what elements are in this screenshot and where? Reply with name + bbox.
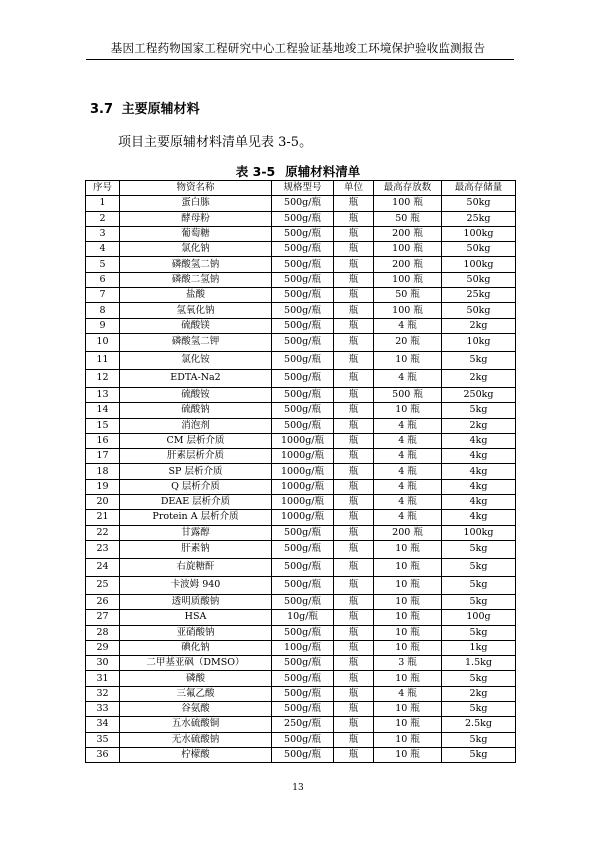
max-storage-cell: 2kg: [442, 418, 516, 433]
material-name-cell: 磷酸二氢钠: [120, 272, 272, 287]
table-row: [86, 196, 516, 211]
table-row: [86, 495, 516, 510]
row-index-cell: 12: [86, 369, 120, 387]
material-name-cell: Protein A 层析介质: [120, 510, 272, 525]
row-index-cell: 20: [86, 495, 120, 510]
row-index-cell: 36: [86, 747, 120, 762]
table-row: [86, 387, 516, 402]
row-index-cell: 34: [86, 717, 120, 732]
material-name-cell: EDTA-Na2: [120, 369, 272, 387]
section-heading: [90, 98, 200, 117]
column-header: 序号: [86, 181, 120, 196]
material-name-cell: 甘露醇: [120, 525, 272, 540]
max-quantity-cell: 10 瓶: [374, 594, 442, 609]
column-header: 规格型号: [272, 181, 334, 196]
max-quantity-cell: 100 瓶: [374, 196, 442, 211]
max-quantity-cell: 20 瓶: [374, 333, 442, 351]
table-body: [86, 196, 516, 763]
table-row: [86, 464, 516, 479]
row-index-cell: 3: [86, 226, 120, 241]
max-storage-cell: 4kg: [442, 510, 516, 525]
max-storage-cell: 4kg: [442, 433, 516, 448]
row-index-cell: 29: [86, 640, 120, 655]
table-row: [86, 702, 516, 717]
row-index-cell: 17: [86, 449, 120, 464]
material-name-cell: 无水硫酸钠: [120, 732, 272, 747]
table-row: [86, 449, 516, 464]
max-quantity-cell: 4 瓶: [374, 495, 442, 510]
unit-cell: 瓶: [334, 387, 374, 402]
material-name-cell: 硫酸铵: [120, 387, 272, 402]
specification-cell: 500g/瓶: [272, 625, 334, 640]
section-title: 主要原辅材料: [121, 102, 200, 117]
table-caption-title: 原辅材料清单: [285, 164, 361, 179]
table-caption: [0, 162, 596, 180]
material-name-cell: 硫酸钠: [120, 403, 272, 418]
intro-paragraph: 项目主要原辅材料清单见表 3-5。: [118, 135, 313, 150]
specification-cell: 500g/瓶: [272, 403, 334, 418]
max-quantity-cell: 10 瓶: [374, 576, 442, 594]
max-storage-cell: 50kg: [442, 242, 516, 257]
max-storage-cell: 5kg: [442, 403, 516, 418]
max-quantity-cell: 10 瓶: [374, 610, 442, 625]
row-index-cell: 10: [86, 333, 120, 351]
max-quantity-cell: 100 瓶: [374, 242, 442, 257]
unit-cell: 瓶: [334, 226, 374, 241]
max-quantity-cell: 10 瓶: [374, 717, 442, 732]
row-index-cell: 27: [86, 610, 120, 625]
max-storage-cell: 100kg: [442, 525, 516, 540]
row-index-cell: 22: [86, 525, 120, 540]
specification-cell: 500g/瓶: [272, 226, 334, 241]
max-storage-cell: 250kg: [442, 387, 516, 402]
max-storage-cell: 2kg: [442, 369, 516, 387]
specification-cell: 500g/瓶: [272, 257, 334, 272]
specification-cell: 500g/瓶: [272, 540, 334, 558]
material-name-cell: 透明质酸钠: [120, 594, 272, 609]
max-quantity-cell: 10 瓶: [374, 702, 442, 717]
max-quantity-cell: 4 瓶: [374, 433, 442, 448]
unit-cell: 瓶: [334, 318, 374, 333]
max-storage-cell: 5kg: [442, 671, 516, 686]
max-storage-cell: 4kg: [442, 464, 516, 479]
table-row: [86, 226, 516, 241]
row-index-cell: 1: [86, 196, 120, 211]
table-row: [86, 610, 516, 625]
max-storage-cell: 2kg: [442, 318, 516, 333]
section-number: 3.7: [90, 102, 114, 117]
row-index-cell: 21: [86, 510, 120, 525]
specification-cell: 500g/瓶: [272, 686, 334, 701]
max-storage-cell: 100kg: [442, 257, 516, 272]
table-row: [86, 418, 516, 433]
row-index-cell: 6: [86, 272, 120, 287]
unit-cell: 瓶: [334, 576, 374, 594]
max-quantity-cell: 100 瓶: [374, 272, 442, 287]
row-index-cell: 5: [86, 257, 120, 272]
max-quantity-cell: 4 瓶: [374, 318, 442, 333]
unit-cell: 瓶: [334, 594, 374, 609]
max-quantity-cell: 200 瓶: [374, 226, 442, 241]
max-storage-cell: 4kg: [442, 479, 516, 494]
material-name-cell: 二甲基亚砜（DMSO）: [120, 656, 272, 671]
materials-table: [85, 180, 516, 763]
material-name-cell: 酵母粉: [120, 211, 272, 226]
material-name-cell: SP 层析介质: [120, 464, 272, 479]
specification-cell: 500g/瓶: [272, 558, 334, 576]
max-storage-cell: 1.5kg: [442, 656, 516, 671]
unit-cell: 瓶: [334, 257, 374, 272]
row-index-cell: 25: [86, 576, 120, 594]
specification-cell: 500g/瓶: [272, 333, 334, 351]
material-name-cell: 柠檬酸: [120, 747, 272, 762]
table-row: [86, 576, 516, 594]
specification-cell: 10g/瓶: [272, 610, 334, 625]
material-name-cell: 三氟乙酸: [120, 686, 272, 701]
specification-cell: 1000g/瓶: [272, 433, 334, 448]
max-storage-cell: 4kg: [442, 449, 516, 464]
max-storage-cell: 100g: [442, 610, 516, 625]
max-quantity-cell: 50 瓶: [374, 288, 442, 303]
unit-cell: 瓶: [334, 656, 374, 671]
table-row: [86, 558, 516, 576]
specification-cell: 500g/瓶: [272, 211, 334, 226]
unit-cell: 瓶: [334, 540, 374, 558]
unit-cell: 瓶: [334, 625, 374, 640]
table-row: [86, 433, 516, 448]
table-row: [86, 747, 516, 762]
row-index-cell: 2: [86, 211, 120, 226]
max-storage-cell: 5kg: [442, 732, 516, 747]
material-name-cell: 磷酸氢二钠: [120, 257, 272, 272]
table-row: [86, 686, 516, 701]
unit-cell: 瓶: [334, 717, 374, 732]
max-quantity-cell: 10 瓶: [374, 732, 442, 747]
unit-cell: 瓶: [334, 686, 374, 701]
specification-cell: 500g/瓶: [272, 702, 334, 717]
table-row: [86, 625, 516, 640]
max-quantity-cell: 4 瓶: [374, 449, 442, 464]
material-name-cell: 氯化钠: [120, 242, 272, 257]
row-index-cell: 35: [86, 732, 120, 747]
max-storage-cell: 100kg: [442, 226, 516, 241]
page-number: 13: [292, 783, 304, 793]
unit-cell: 瓶: [334, 351, 374, 369]
row-index-cell: 11: [86, 351, 120, 369]
specification-cell: 500g/瓶: [272, 387, 334, 402]
table-row: [86, 525, 516, 540]
max-storage-cell: 2.5kg: [442, 717, 516, 732]
max-storage-cell: 5kg: [442, 594, 516, 609]
max-storage-cell: 5kg: [442, 625, 516, 640]
max-quantity-cell: 100 瓶: [374, 303, 442, 318]
table-row: [86, 211, 516, 226]
max-quantity-cell: 3 瓶: [374, 656, 442, 671]
specification-cell: 1000g/瓶: [272, 479, 334, 494]
max-storage-cell: 25kg: [442, 211, 516, 226]
table-row: [86, 540, 516, 558]
max-quantity-cell: 4 瓶: [374, 369, 442, 387]
unit-cell: 瓶: [334, 747, 374, 762]
specification-cell: 500g/瓶: [272, 272, 334, 287]
column-header: 最高存储量: [442, 181, 516, 196]
max-quantity-cell: 200 瓶: [374, 257, 442, 272]
table-row: [86, 272, 516, 287]
max-quantity-cell: 10 瓶: [374, 351, 442, 369]
table-row: [86, 732, 516, 747]
material-name-cell: 五水硫酸铜: [120, 717, 272, 732]
material-name-cell: HSA: [120, 610, 272, 625]
max-storage-cell: 50kg: [442, 196, 516, 211]
specification-cell: 1000g/瓶: [272, 449, 334, 464]
specification-cell: 500g/瓶: [272, 288, 334, 303]
material-name-cell: 磷酸: [120, 671, 272, 686]
table-row: [86, 403, 516, 418]
max-quantity-cell: 10 瓶: [374, 747, 442, 762]
material-name-cell: CM 层析介质: [120, 433, 272, 448]
table-row: [86, 318, 516, 333]
specification-cell: 1000g/瓶: [272, 464, 334, 479]
material-name-cell: 碘化钠: [120, 640, 272, 655]
max-storage-cell: 50kg: [442, 272, 516, 287]
row-index-cell: 13: [86, 387, 120, 402]
row-index-cell: 8: [86, 303, 120, 318]
column-header: 单位: [334, 181, 374, 196]
unit-cell: 瓶: [334, 272, 374, 287]
specification-cell: 250g/瓶: [272, 717, 334, 732]
max-quantity-cell: 10 瓶: [374, 558, 442, 576]
specification-cell: 500g/瓶: [272, 732, 334, 747]
max-quantity-cell: 10 瓶: [374, 625, 442, 640]
table-row: [86, 717, 516, 732]
material-name-cell: 肝素层析介质: [120, 449, 272, 464]
max-storage-cell: 5kg: [442, 540, 516, 558]
max-storage-cell: 50kg: [442, 303, 516, 318]
unit-cell: 瓶: [334, 333, 374, 351]
row-index-cell: 4: [86, 242, 120, 257]
table-row: [86, 369, 516, 387]
material-name-cell: 盐酸: [120, 288, 272, 303]
unit-cell: 瓶: [334, 449, 374, 464]
material-name-cell: 亚硝酸钠: [120, 625, 272, 640]
specification-cell: 500g/瓶: [272, 196, 334, 211]
max-storage-cell: 25kg: [442, 288, 516, 303]
table-row: [86, 510, 516, 525]
row-index-cell: 19: [86, 479, 120, 494]
row-index-cell: 23: [86, 540, 120, 558]
material-name-cell: 肝素钠: [120, 540, 272, 558]
unit-cell: 瓶: [334, 418, 374, 433]
row-index-cell: 26: [86, 594, 120, 609]
material-name-cell: DEAE 层析介质: [120, 495, 272, 510]
specification-cell: 500g/瓶: [272, 576, 334, 594]
unit-cell: 瓶: [334, 671, 374, 686]
row-index-cell: 24: [86, 558, 120, 576]
unit-cell: 瓶: [334, 732, 374, 747]
material-name-cell: 葡萄糖: [120, 226, 272, 241]
table-row: [86, 640, 516, 655]
max-storage-cell: 5kg: [442, 351, 516, 369]
material-name-cell: 氢氧化钠: [120, 303, 272, 318]
specification-cell: 1000g/瓶: [272, 510, 334, 525]
header-rule: [86, 59, 514, 60]
row-index-cell: 7: [86, 288, 120, 303]
row-index-cell: 33: [86, 702, 120, 717]
unit-cell: 瓶: [334, 495, 374, 510]
unit-cell: 瓶: [334, 403, 374, 418]
max-quantity-cell: 4 瓶: [374, 479, 442, 494]
specification-cell: 500g/瓶: [272, 656, 334, 671]
material-name-cell: 氯化铵: [120, 351, 272, 369]
material-name-cell: 卡波姆 940: [120, 576, 272, 594]
max-quantity-cell: 4 瓶: [374, 686, 442, 701]
specification-cell: 500g/瓶: [272, 318, 334, 333]
max-storage-cell: 10kg: [442, 333, 516, 351]
material-name-cell: 右旋糖酐: [120, 558, 272, 576]
unit-cell: 瓶: [334, 479, 374, 494]
row-index-cell: 14: [86, 403, 120, 418]
row-index-cell: 16: [86, 433, 120, 448]
material-name-cell: Q 层析介质: [120, 479, 272, 494]
max-quantity-cell: 200 瓶: [374, 525, 442, 540]
max-storage-cell: 5kg: [442, 576, 516, 594]
specification-cell: 500g/瓶: [272, 303, 334, 318]
row-index-cell: 32: [86, 686, 120, 701]
row-index-cell: 15: [86, 418, 120, 433]
table-row: [86, 288, 516, 303]
table-row: [86, 671, 516, 686]
table-header-row: [86, 181, 516, 196]
max-storage-cell: 5kg: [442, 558, 516, 576]
table-row: [86, 656, 516, 671]
max-quantity-cell: 4 瓶: [374, 464, 442, 479]
unit-cell: 瓶: [334, 303, 374, 318]
unit-cell: 瓶: [334, 242, 374, 257]
max-quantity-cell: 4 瓶: [374, 510, 442, 525]
specification-cell: 500g/瓶: [272, 594, 334, 609]
specification-cell: 500g/瓶: [272, 747, 334, 762]
material-name-cell: 蛋白胨: [120, 196, 272, 211]
unit-cell: 瓶: [334, 558, 374, 576]
unit-cell: 瓶: [334, 288, 374, 303]
table-row: [86, 479, 516, 494]
max-storage-cell: 5kg: [442, 747, 516, 762]
unit-cell: 瓶: [334, 525, 374, 540]
material-name-cell: 磷酸氢二钾: [120, 333, 272, 351]
table-row: [86, 333, 516, 351]
specification-cell: 500g/瓶: [272, 671, 334, 686]
max-storage-cell: 1kg: [442, 640, 516, 655]
specification-cell: 500g/瓶: [272, 351, 334, 369]
row-index-cell: 30: [86, 656, 120, 671]
table-caption-number: 表 3-5: [235, 164, 276, 179]
unit-cell: 瓶: [334, 369, 374, 387]
column-header: 物资名称: [120, 181, 272, 196]
max-storage-cell: 5kg: [442, 702, 516, 717]
specification-cell: 100g/瓶: [272, 640, 334, 655]
specification-cell: 500g/瓶: [272, 369, 334, 387]
unit-cell: 瓶: [334, 464, 374, 479]
row-index-cell: 18: [86, 464, 120, 479]
max-quantity-cell: 4 瓶: [374, 418, 442, 433]
specification-cell: 500g/瓶: [272, 242, 334, 257]
material-name-cell: 谷氨酸: [120, 702, 272, 717]
max-storage-cell: 4kg: [442, 495, 516, 510]
unit-cell: 瓶: [334, 510, 374, 525]
specification-cell: 1000g/瓶: [272, 495, 334, 510]
table-row: [86, 257, 516, 272]
material-name-cell: 消泡剂: [120, 418, 272, 433]
max-quantity-cell: 10 瓶: [374, 671, 442, 686]
report-header: 基因工程药物国家工程研究中心工程验证基地竣工环境保护验收监测报告: [110, 41, 486, 55]
table-row: [86, 594, 516, 609]
max-quantity-cell: 500 瓶: [374, 387, 442, 402]
unit-cell: 瓶: [334, 196, 374, 211]
table-row: [86, 303, 516, 318]
specification-cell: 500g/瓶: [272, 418, 334, 433]
max-quantity-cell: 10 瓶: [374, 640, 442, 655]
max-quantity-cell: 10 瓶: [374, 403, 442, 418]
row-index-cell: 28: [86, 625, 120, 640]
material-name-cell: 硫酸镁: [120, 318, 272, 333]
specification-cell: 500g/瓶: [272, 525, 334, 540]
unit-cell: 瓶: [334, 702, 374, 717]
unit-cell: 瓶: [334, 211, 374, 226]
max-quantity-cell: 50 瓶: [374, 211, 442, 226]
column-header: 最高存放数: [374, 181, 442, 196]
row-index-cell: 31: [86, 671, 120, 686]
table-row: [86, 242, 516, 257]
unit-cell: 瓶: [334, 610, 374, 625]
max-quantity-cell: 10 瓶: [374, 540, 442, 558]
unit-cell: 瓶: [334, 640, 374, 655]
row-index-cell: 9: [86, 318, 120, 333]
max-storage-cell: 2kg: [442, 686, 516, 701]
unit-cell: 瓶: [334, 433, 374, 448]
table-row: [86, 351, 516, 369]
